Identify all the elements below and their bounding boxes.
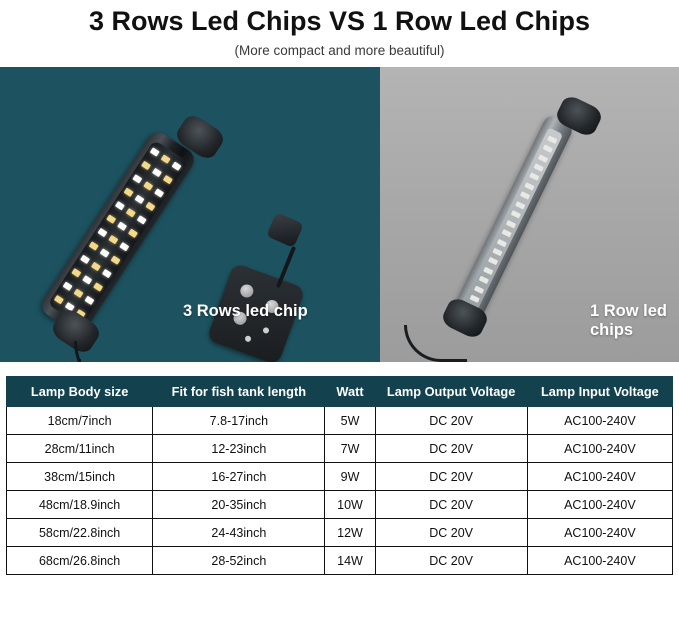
cell-lamp-body-size: 38cm/15inch (7, 463, 153, 491)
lamp-body (38, 128, 199, 337)
table-row (7, 407, 673, 435)
page-title: 3 Rows Led Chips VS 1 Row Led Chips (88, 6, 591, 36)
cell-output-voltage: DC 20V (375, 519, 527, 547)
cell-output-voltage: DC 20V (375, 491, 527, 519)
cell-output-voltage: DC 20V (375, 435, 527, 463)
cell-tank-length: 24-43inch (153, 519, 325, 547)
table-row (7, 435, 673, 463)
column-header-input-voltage: Lamp Input Voltage (527, 377, 672, 407)
cell-input-voltage: AC100-240V (527, 435, 672, 463)
cell-input-voltage: AC100-240V (527, 463, 672, 491)
spec-table-container (6, 376, 673, 575)
power-cord-secondary (78, 359, 241, 362)
column-header-tank-length: Fit for fish tank length (153, 377, 325, 407)
cell-lamp-body-size: 48cm/18.9inch (7, 491, 153, 519)
cell-watt: 9W (325, 463, 375, 491)
table-header-row (7, 377, 673, 407)
column-header-watt: Watt (325, 377, 375, 407)
cell-tank-length: 28-52inch (153, 547, 325, 575)
dc-plug (266, 212, 304, 248)
lamp-body-single-row (451, 114, 574, 325)
page-subtitle: (More compact and more beautiful) (234, 43, 445, 59)
cell-tank-length: 16-27inch (153, 463, 325, 491)
photo-panel-one-row (380, 67, 679, 362)
cell-tank-length: 12-23inch (153, 435, 325, 463)
cell-input-voltage: AC100-240V (527, 519, 672, 547)
photo-panel-three-rows (0, 67, 380, 362)
cell-lamp-body-size: 58cm/22.8inch (7, 519, 153, 547)
power-cord-right (404, 325, 467, 362)
cell-output-voltage: DC 20V (375, 547, 527, 575)
cell-watt: 14W (325, 547, 375, 575)
cell-lamp-body-size: 68cm/26.8inch (7, 547, 153, 575)
cell-watt: 12W (325, 519, 375, 547)
cell-output-voltage: DC 20V (375, 463, 527, 491)
column-header-output-voltage: Lamp Output Voltage (375, 377, 527, 407)
column-header-lamp-body-size: Lamp Body size (7, 377, 153, 407)
photo-caption-right: 1 Row led chips (590, 302, 668, 340)
cell-watt: 7W (325, 435, 375, 463)
cell-input-voltage: AC100-240V (527, 407, 672, 435)
specification-table (6, 376, 673, 575)
cell-tank-length: 20-35inch (153, 491, 325, 519)
cell-lamp-body-size: 18cm/7inch (7, 407, 153, 435)
cell-watt: 5W (325, 407, 375, 435)
table-row (7, 491, 673, 519)
led-chip-strip (463, 127, 563, 310)
table-row (7, 547, 673, 575)
cell-input-voltage: AC100-240V (527, 547, 672, 575)
cell-lamp-body-size: 28cm/11inch (7, 435, 153, 463)
cell-tank-length: 7.8-17inch (153, 407, 325, 435)
cell-output-voltage: DC 20V (375, 407, 527, 435)
photo-caption-left: 3 Rows led chip (183, 302, 308, 321)
table-row (7, 519, 673, 547)
led-chip-grid (48, 140, 188, 326)
comparison-photos (0, 67, 679, 362)
cell-watt: 10W (325, 491, 375, 519)
cell-input-voltage: AC100-240V (527, 491, 672, 519)
table-row (7, 463, 673, 491)
